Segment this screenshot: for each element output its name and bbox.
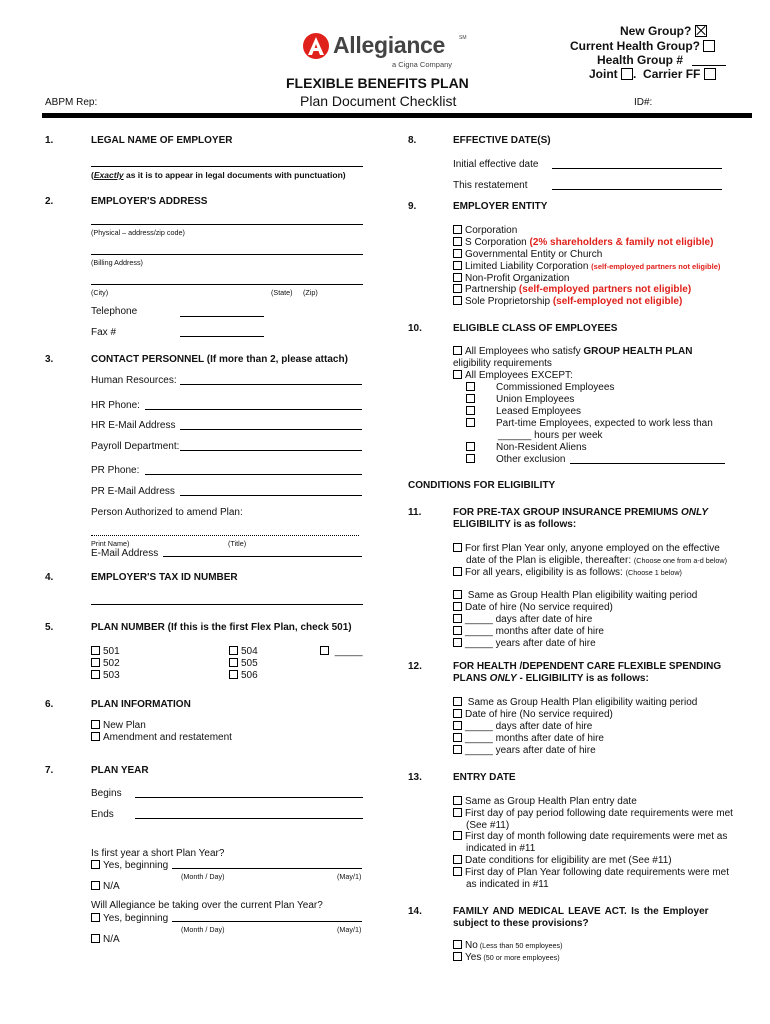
s11-opt-months[interactable]: _____ months after date of hire — [453, 626, 604, 637]
zip-label: (Zip) — [303, 288, 318, 297]
fmla-yes-checkbox[interactable] — [453, 952, 462, 961]
class-except-checkbox[interactable] — [453, 370, 462, 379]
amendment-checkbox[interactable] — [91, 732, 100, 741]
s13-conditions-checkbox[interactable] — [453, 855, 462, 864]
plan-504-checkbox[interactable] — [229, 646, 238, 655]
entity-nonprofit[interactable]: Non-Profit Organization — [453, 273, 570, 284]
plan-501[interactable]: 501 — [91, 646, 120, 657]
telephone-field[interactable] — [180, 316, 264, 317]
s8-title: EFFECTIVE DATE(S) — [453, 135, 551, 146]
partnership-checkbox[interactable] — [453, 284, 462, 293]
joint-checkbox[interactable] — [621, 68, 633, 80]
except-union[interactable]: Union Employees — [466, 394, 574, 405]
s11-title-1: FOR PRE-TAX GROUP INSURANCE PREMIUMS ONLY — [453, 507, 709, 518]
new-group-checkbox[interactable] — [695, 25, 707, 37]
s12-months-checkbox[interactable] — [453, 733, 462, 742]
plan-503-checkbox[interactable] — [91, 670, 100, 679]
s13-title: ENTRY DATE — [453, 772, 516, 783]
payroll-field[interactable] — [180, 450, 362, 451]
s11-first-year-checkbox[interactable] — [453, 543, 462, 552]
pr-email-field[interactable] — [180, 495, 362, 496]
payroll-label: Payroll Department: — [91, 441, 180, 452]
pr-phone-field[interactable] — [145, 474, 362, 475]
hr-email-label: HR E-Mail Address — [91, 420, 176, 431]
s11-opt-same[interactable]: Same as Group Health Plan eligibility waiting period — [453, 590, 697, 601]
authorized-field[interactable] — [91, 535, 359, 536]
short-year-question: Is first year a short Plan Year? — [91, 848, 225, 859]
s10-num: 10. — [408, 323, 422, 334]
pr-email-label: PR E-Mail Address — [91, 486, 175, 497]
s11-title-2: ELIGIBILITY is as follows: — [453, 519, 577, 530]
health-group-field[interactable] — [692, 65, 726, 66]
s13-opt-month-cont: indicated in #11 — [466, 843, 536, 854]
s12-opt-years[interactable]: _____ years after date of hire — [453, 745, 596, 756]
s12-opt-days[interactable]: _____ days after date of hire — [453, 721, 592, 732]
id-label: ID#: — [634, 97, 653, 108]
entity-gov[interactable]: Governmental Entity or Church — [453, 249, 602, 260]
s12-hire-checkbox[interactable] — [453, 709, 462, 718]
plan-506-checkbox[interactable] — [229, 670, 238, 679]
takeover-na-option[interactable]: N/A — [91, 934, 120, 945]
employer-name-field[interactable] — [91, 166, 363, 167]
fmla-no-checkbox[interactable] — [453, 940, 462, 949]
s11-first-year[interactable]: For first Plan Year only, anyone employed on the effective — [453, 543, 720, 554]
restatement-field[interactable] — [552, 189, 722, 190]
s4-title: EMPLOYER'S TAX ID NUMBER — [91, 572, 238, 583]
ends-label: Ends — [91, 809, 114, 820]
billing-address-field[interactable] — [91, 254, 363, 255]
health-group-label: Health Group # — [597, 53, 684, 67]
entity-llc[interactable]: Limited Liability Corporation (self-employed partners not eligible) — [453, 261, 720, 272]
gov-checkbox[interactable] — [453, 249, 462, 258]
email-field[interactable] — [163, 556, 362, 557]
hr-phone-field[interactable] — [145, 409, 362, 410]
s11-all-years-checkbox[interactable] — [453, 567, 462, 576]
fmla-yes[interactable]: Yes (50 or more employees) — [453, 952, 560, 963]
plan-504[interactable]: 504 — [229, 646, 258, 657]
s11-opt-days[interactable]: _____ days after date of hire — [453, 614, 592, 625]
takeover-yes-option[interactable]: Yes, beginning — [91, 913, 168, 924]
fmla-no[interactable]: No (Less than 50 employees) — [453, 940, 563, 951]
print-name-label: Print Name) — [91, 539, 130, 548]
new-plan-checkbox[interactable] — [91, 720, 100, 729]
pr-phone-label: PR Phone: — [91, 465, 140, 476]
s2-title: EMPLOYER'S ADDRESS — [91, 196, 208, 207]
class-all-checkbox[interactable] — [453, 346, 462, 355]
takeover-yes-checkbox[interactable] — [91, 913, 100, 922]
class-all[interactable]: All Employees who satisfy GROUP HEALTH PLAN — [453, 346, 692, 357]
physical-address-field[interactable] — [91, 224, 363, 225]
s3-title: CONTACT PERSONNEL (If more than 2, please attach) — [91, 354, 348, 365]
s1-title: LEGAL NAME OF EMPLOYER — [91, 135, 233, 146]
parttime-checkbox[interactable] — [466, 418, 475, 427]
s10-title: ELIGIBLE CLASS OF EMPLOYEES — [453, 323, 618, 334]
s14-num: 14. — [408, 906, 422, 917]
s11-opt-years[interactable]: _____ years after date of hire — [453, 638, 596, 649]
fax-label: Fax # — [91, 327, 117, 338]
nonres-checkbox[interactable] — [466, 442, 475, 451]
plan-503[interactable]: 503 — [91, 670, 120, 681]
plan-505[interactable]: 505 — [229, 658, 258, 669]
s13-payperiod-checkbox[interactable] — [453, 808, 462, 817]
s12-years-checkbox[interactable] — [453, 745, 462, 754]
except-leased[interactable]: Leased Employees — [466, 406, 581, 417]
new-plan-option[interactable]: New Plan — [91, 720, 146, 731]
hr-phone-label: HR Phone: — [91, 400, 140, 411]
hr-email-field[interactable] — [180, 429, 362, 430]
s13-opt-planyear-cont: as indicated in #11 — [466, 879, 549, 890]
page-subtitle: Plan Document Checklist — [300, 93, 457, 109]
s6-num: 6. — [45, 699, 54, 710]
s11-first-year-cont: date of the Plan is eligible, thereafter: (Choose one from a-d below) — [466, 555, 727, 566]
s12-opt-months[interactable]: _____ months after date of hire — [453, 733, 604, 744]
s12-title-2: PLANS ONLY - ELIGIBILITY is as follows: — [453, 673, 649, 684]
plan-other[interactable]: _____ — [320, 646, 363, 657]
conditions-heading: CONDITIONS FOR ELIGIBILITY — [408, 480, 556, 491]
initial-date-field[interactable] — [552, 168, 722, 169]
s7-num: 7. — [45, 765, 54, 776]
s11-same-checkbox[interactable] — [453, 590, 462, 599]
parttime-hours: ______ hours per week — [498, 430, 603, 441]
class-except[interactable]: All Employees EXCEPT: — [453, 370, 573, 381]
plan-501-checkbox[interactable] — [91, 646, 100, 655]
s13-month-checkbox[interactable] — [453, 831, 462, 840]
llc-checkbox[interactable] — [453, 261, 462, 270]
logo-subtitle: a Cigna Company — [392, 60, 453, 69]
city-state-zip-field[interactable] — [91, 284, 363, 285]
leased-checkbox[interactable] — [466, 406, 475, 415]
s13-same-checkbox[interactable] — [453, 796, 462, 805]
s11-hire-checkbox[interactable] — [453, 602, 462, 611]
s11-opt-hire[interactable]: Date of hire (No service required) — [453, 602, 613, 613]
header-divider — [42, 113, 752, 118]
authorized-label: Person Authorized to amend Plan: — [91, 507, 243, 518]
s13-num: 13. — [408, 772, 422, 783]
carrier-ff-checkbox[interactable] — [704, 68, 716, 80]
other-exclusion-field[interactable] — [570, 463, 725, 464]
takeover-question: Will Allegiance be taking over the current Plan Year? — [91, 900, 323, 911]
nonprofit-checkbox[interactable] — [453, 273, 462, 282]
short-yes-option[interactable]: Yes, beginning — [91, 860, 168, 871]
current-group-label: Current Health Group? — [570, 39, 715, 53]
begins-field[interactable] — [135, 797, 363, 798]
allegiance-a-icon — [302, 32, 330, 60]
s9-num: 9. — [408, 201, 417, 212]
plan-502-checkbox[interactable] — [91, 658, 100, 667]
other-exclusion-checkbox[interactable] — [466, 454, 475, 463]
billing-label: (Billing Address) — [91, 258, 143, 267]
s11-months-checkbox[interactable] — [453, 626, 462, 635]
takeover-na-checkbox[interactable] — [91, 934, 100, 943]
restatement-label: This restatement — [453, 180, 528, 191]
entity-partnership[interactable]: Partnership (self-employed partners not eligible) — [453, 284, 691, 295]
city-label: (City) — [91, 288, 109, 297]
entity-scorp[interactable]: S Corporation (2% shareholders & family not eligible) — [453, 237, 713, 248]
s12-num: 12. — [408, 661, 422, 672]
s12-days-checkbox[interactable] — [453, 721, 462, 730]
initial-date-label: Initial effective date — [453, 159, 539, 170]
plan-502[interactable]: 502 — [91, 658, 120, 669]
s9-title: EMPLOYER ENTITY — [453, 201, 548, 212]
s11-num: 11. — [408, 507, 422, 518]
except-parttime[interactable]: Part-time Employees, expected to work less than — [466, 418, 713, 429]
except-other[interactable]: Other exclusion — [466, 454, 565, 465]
hr-field[interactable] — [180, 384, 362, 385]
s8-num: 8. — [408, 135, 417, 146]
page-title: FLEXIBLE BENEFITS PLAN — [286, 75, 469, 91]
tax-id-field[interactable] — [91, 604, 363, 605]
s12-title-1: FOR HEALTH /DEPENDENT CARE FLEXIBLE SPENDING — [453, 661, 722, 672]
s3-num: 3. — [45, 354, 54, 365]
hr-label: Human Resources: — [91, 375, 177, 386]
s2-num: 2. — [45, 196, 54, 207]
except-nonres[interactable]: Non-Resident Aliens — [466, 442, 587, 453]
sole-checkbox[interactable] — [453, 296, 462, 305]
may1-label-2: (May/1) — [337, 925, 362, 934]
s13-opt-payperiod[interactable]: First day of pay period following date requirements were met — [453, 808, 733, 819]
telephone-label: Telephone — [91, 306, 138, 317]
commissioned-checkbox[interactable] — [466, 382, 475, 391]
begins-label: Begins — [91, 788, 122, 799]
s13-opt-payperiod-cont: (See #11) — [466, 820, 510, 831]
month-day-label: (Month / Day) — [181, 872, 225, 881]
takeover-beginning-field[interactable] — [172, 921, 362, 922]
joint-label: Joint . Carrier FF — [589, 67, 716, 81]
s13-opt-same[interactable]: Same as Group Health Plan entry date — [453, 796, 637, 807]
plan-506[interactable]: 506 — [229, 670, 258, 681]
new-group-label: New Group? — [620, 24, 707, 38]
s6-title: PLAN INFORMATION — [91, 699, 191, 710]
fax-field[interactable] — [180, 336, 264, 337]
s14-title-2: subject to these provisions? — [453, 918, 589, 929]
physical-label: (Physical – address/zip code) — [91, 228, 185, 237]
plan-other-checkbox[interactable] — [320, 646, 329, 655]
union-checkbox[interactable] — [466, 394, 475, 403]
current-group-checkbox[interactable] — [703, 40, 715, 52]
s5-title: PLAN NUMBER (If this is the first Flex Plan, check 501) — [91, 622, 352, 633]
logo-name: Allegiance — [333, 32, 446, 58]
short-beginning-field[interactable] — [172, 868, 362, 869]
entity-sole[interactable]: Sole Proprietorship (self-employed not eligible) — [453, 296, 682, 307]
s12-same-checkbox[interactable] — [453, 697, 462, 706]
s11-days-checkbox[interactable] — [453, 614, 462, 623]
s4-num: 4. — [45, 572, 54, 583]
s1-note: (Exactly as it is to appear in legal documents with punctuation) — [91, 170, 346, 180]
entity-corporation[interactable]: Corporation — [453, 225, 517, 236]
except-commissioned[interactable]: Commissioned Employees — [466, 382, 614, 393]
state-label: (State) — [271, 288, 293, 297]
corporation-checkbox[interactable] — [453, 225, 462, 234]
title-label: (Title) — [228, 539, 247, 548]
short-na-checkbox[interactable] — [91, 881, 100, 890]
may1-label: (May/1) — [337, 872, 362, 881]
s5-num: 5. — [45, 622, 54, 633]
s14-title-1: FAMILY AND MEDICAL LEAVE ACT. Is the Employer — [453, 906, 709, 917]
short-yes-checkbox[interactable] — [91, 860, 100, 869]
s11-years-checkbox[interactable] — [453, 638, 462, 647]
scorp-checkbox[interactable] — [453, 237, 462, 246]
ends-field[interactable] — [135, 818, 363, 819]
s13-planyear-checkbox[interactable] — [453, 867, 462, 876]
class-all-cont: eligibility requirements — [453, 358, 552, 369]
abpm-rep-label: ABPM Rep: — [45, 97, 98, 108]
s12-opt-hire[interactable]: Date of hire (No service required) — [453, 709, 613, 720]
s13-opt-planyear[interactable]: First day of Plan Year following date requirements were met — [453, 867, 729, 878]
s1-num: 1. — [45, 135, 54, 146]
short-na-option[interactable]: N/A — [91, 881, 120, 892]
s13-opt-month[interactable]: First day of month following date requirements were met as — [453, 831, 727, 842]
logo-sm: SM — [459, 35, 467, 41]
s13-opt-conditions[interactable]: Date conditions for eligibility are met (See #11) — [453, 855, 672, 866]
month-day-label-2: (Month / Day) — [181, 925, 225, 934]
amendment-option[interactable]: Amendment and restatement — [91, 732, 232, 743]
s7-title: PLAN YEAR — [91, 765, 149, 776]
s11-all-years[interactable]: For all years, eligibility is as follows: (Choose 1 below) — [453, 567, 682, 578]
plan-505-checkbox[interactable] — [229, 658, 238, 667]
email-label: E-Mail Address — [91, 548, 159, 559]
s12-opt-same[interactable]: Same as Group Health Plan eligibility waiting period — [453, 697, 697, 708]
